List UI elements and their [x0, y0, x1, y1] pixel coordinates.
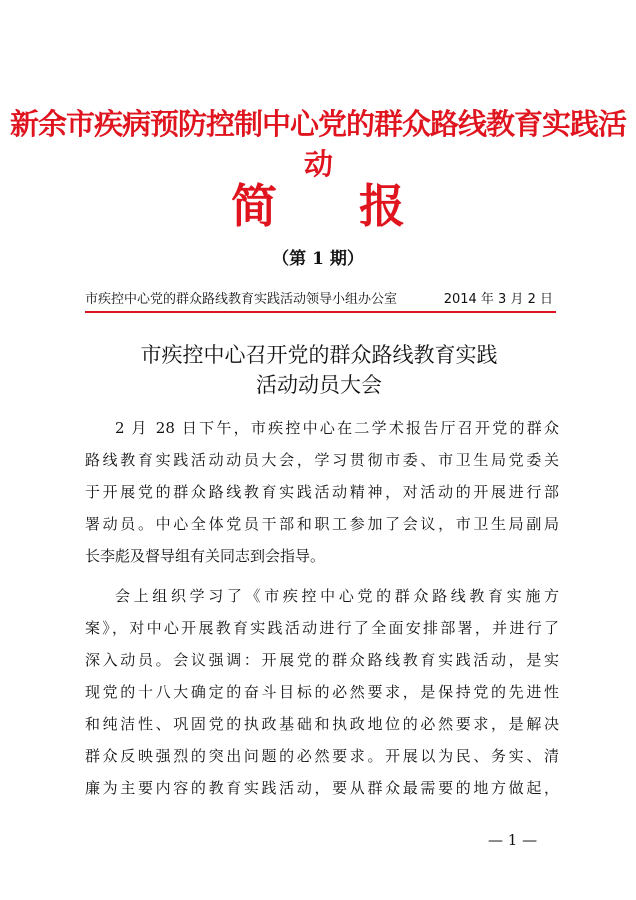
text-line: 群众反映强烈的突出问题的必然要求。开展以为民、务实、清	[85, 747, 559, 765]
issue-date: 2014 年 3 月 2 日	[443, 292, 553, 307]
text-line: 长李彪及督导组有关同志到会指导。	[85, 547, 326, 565]
article-headline	[85, 340, 553, 400]
headline-line-1: 市疾控中心召开党的群众路线教育实践	[140, 343, 498, 367]
text-line: 案》，对中心开展教育实践活动进行了全面安排部署，并进行了	[85, 619, 559, 637]
issuer-name: 市疾控中心党的群众路线教育实践活动领导小组办公室	[85, 292, 398, 307]
text-line: 2 月 28 日下午，市疾控中心在二学术报告厅召开党的群众	[115, 419, 559, 437]
paragraph-1	[85, 412, 559, 572]
text-line: 于开展党的群众路线教育实践活动精神，对活动的开展进行部	[85, 483, 559, 501]
text-line: 署动员。中心全体党员干部和职工参加了会议，市卫生局副局	[85, 515, 559, 533]
text-line: 现党的十八大确定的奋斗目标的必然要求，是保持党的先进性	[85, 683, 559, 701]
headline-line-2: 活动动员大会	[256, 373, 382, 397]
text-line: 和纯洁性、巩固党的执政基础和执政地位的必然要求，是解决	[85, 715, 559, 733]
issuer-line	[85, 291, 553, 309]
masthead-title: 新余市疾病预防控制中心党的群众路线教育实践活动	[9, 107, 626, 181]
page-number: — 1 —	[488, 831, 538, 849]
issue-number: （第 1 期）	[272, 249, 364, 269]
bulletin-title: 简报	[231, 179, 487, 233]
text-line: 深入动员。会议强调：开展党的群众路线教育实践活动，是实	[85, 651, 559, 669]
article-body	[85, 412, 559, 804]
text-line: 会上组织学习了《市疾控中心党的群众路线教育实施方	[115, 587, 559, 605]
text-line: 路线教育实践活动动员大会，学习贯彻市委、市卫生局党委关	[85, 451, 559, 469]
masthead-divider	[85, 311, 556, 313]
paragraph-2	[85, 580, 559, 804]
text-line: 廉为主要内容的教育实践活动，要从群众最需要的地方做起，	[85, 779, 559, 797]
